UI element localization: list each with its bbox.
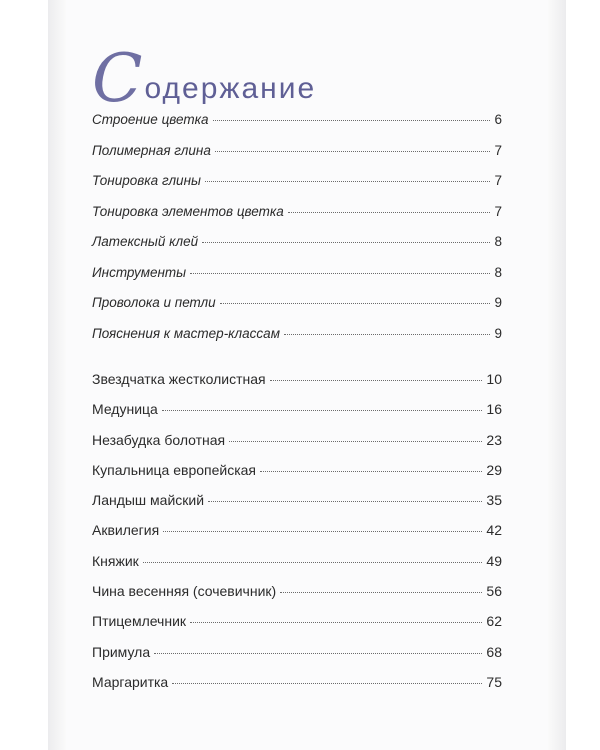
toc-entry-page: 75 <box>486 673 502 690</box>
toc-entry-page: 10 <box>486 371 502 387</box>
toc-entry <box>92 143 502 174</box>
dot-leader <box>190 622 482 623</box>
toc-entry-label: Медуница <box>92 401 158 418</box>
toc-entry-page: 8 <box>494 234 502 249</box>
toc-entry <box>92 644 502 674</box>
dot-leader <box>270 380 483 381</box>
toc-entry-label: Аквилегия <box>92 522 160 539</box>
toc-entry-page: 8 <box>494 264 502 280</box>
toc-entry <box>92 204 502 235</box>
toc-entry <box>92 462 502 492</box>
dot-leader <box>172 683 482 684</box>
toc-entry-label: Тонировка элементов цветка <box>92 203 284 219</box>
toc-entry-page: 6 <box>494 112 502 127</box>
toc-entry <box>92 674 502 704</box>
dot-leader <box>205 181 491 182</box>
toc-entry <box>92 432 502 462</box>
dot-leader <box>280 592 482 593</box>
toc-entry-label: Птицемлечник <box>92 613 187 630</box>
dot-leader <box>154 653 482 654</box>
table-of-contents <box>92 112 502 704</box>
dot-leader <box>202 242 490 243</box>
toc-entry-page: 42 <box>486 522 502 539</box>
toc-entry-page: 9 <box>494 325 502 341</box>
toc-entry <box>92 326 502 357</box>
toc-entry-page: 49 <box>486 552 502 569</box>
toc-entry-label: Звездчатка жестколистная <box>92 371 266 387</box>
toc-entry <box>92 583 502 613</box>
toc-entry-label: Купальница европейская <box>92 461 257 478</box>
toc-entry-page: 29 <box>486 461 502 478</box>
toc-entry-label: Княжик <box>92 552 139 569</box>
toc-entry-label: Проволока и петли <box>92 295 216 310</box>
toc-entry-label: Пояснения к мастер-классам <box>92 325 280 341</box>
toc-entry <box>92 234 502 265</box>
toc-entry-page: 62 <box>486 613 502 630</box>
toc-entry-label: Латексный клей <box>92 234 199 249</box>
dot-leader <box>288 212 491 213</box>
toc-entry-label: Тонировка глины <box>92 173 201 188</box>
dot-leader <box>260 471 482 472</box>
toc-entry-page: 7 <box>494 173 502 188</box>
toc-entry <box>92 295 502 326</box>
intro-section <box>92 112 502 356</box>
toc-entry <box>92 173 502 204</box>
toc-entry <box>92 492 502 522</box>
toc-entry <box>92 112 502 143</box>
page-edge-right <box>548 0 566 750</box>
dot-leader <box>163 531 482 532</box>
section-gap <box>92 356 502 371</box>
toc-entry-page: 56 <box>486 583 502 600</box>
toc-entry-label: Полимерная глина <box>92 142 211 158</box>
toc-entry <box>92 522 502 552</box>
dot-leader <box>190 273 490 274</box>
toc-entry <box>92 371 502 401</box>
dot-leader <box>208 501 482 502</box>
dot-leader <box>213 120 491 121</box>
toc-entry-page: 7 <box>494 203 502 219</box>
dot-leader <box>220 303 491 304</box>
toc-entry-page: 16 <box>486 401 502 418</box>
toc-entry-label: Ландыш майский <box>92 492 205 509</box>
toc-entry-label: Незабудка болотная <box>92 431 226 448</box>
toc-entry-page: 23 <box>486 431 502 448</box>
toc-entry <box>92 553 502 583</box>
dot-leader <box>229 441 482 442</box>
flowers-section <box>92 371 502 704</box>
toc-entry-label: Примула <box>92 643 151 660</box>
toc-entry-label: Чина весенняя (сочевичник) <box>92 583 277 600</box>
toc-entry-page: 68 <box>486 643 502 660</box>
page-edge-left <box>48 0 66 750</box>
dot-leader <box>162 410 483 411</box>
toc-entry <box>92 265 502 296</box>
toc-entry-label: Инструменты <box>92 264 187 280</box>
toc-entry-page: 7 <box>494 142 502 158</box>
title-initial: С <box>92 40 143 117</box>
toc-entry-label: Строение цветка <box>92 112 209 127</box>
title-rest: одержание <box>144 72 317 105</box>
toc-entry <box>92 401 502 431</box>
toc-entry <box>92 613 502 643</box>
page-title <box>92 22 317 117</box>
toc-entry-page: 35 <box>486 492 502 509</box>
dot-leader <box>284 334 491 335</box>
dot-leader <box>215 151 491 152</box>
toc-entry-label: Маргаритка <box>92 673 169 690</box>
dot-leader <box>143 562 483 563</box>
toc-entry-page: 9 <box>494 295 502 310</box>
